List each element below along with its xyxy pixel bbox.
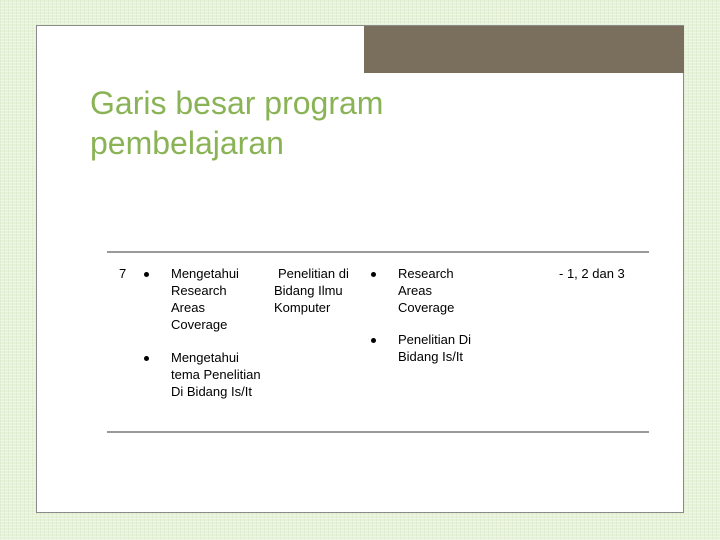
bullet-icon	[371, 338, 376, 343]
slide	[36, 25, 684, 513]
topic-cell: Penelitian di Bidang Ilmu Komputer	[274, 266, 349, 315]
slide-title: Garis besar program pembelajaran	[90, 85, 384, 161]
table-bottom-rule	[107, 431, 649, 433]
bullet-icon	[144, 356, 149, 361]
weeks-cell: - 1, 2 dan 3	[559, 266, 625, 281]
material-item: Research Areas Coverage	[398, 266, 455, 315]
material-item: Penelitian Di Bidang Is/It	[398, 332, 471, 364]
bullet-icon	[371, 272, 376, 277]
objective-item: Mengetahui Research Areas Coverage	[171, 266, 239, 332]
bullet-icon	[144, 272, 149, 277]
objective-item: Mengetahui tema Penelitian Di Bidang Is/It	[171, 350, 261, 399]
header-block	[364, 26, 684, 73]
row-number: 7	[119, 266, 127, 281]
table-top-rule	[107, 251, 649, 253]
